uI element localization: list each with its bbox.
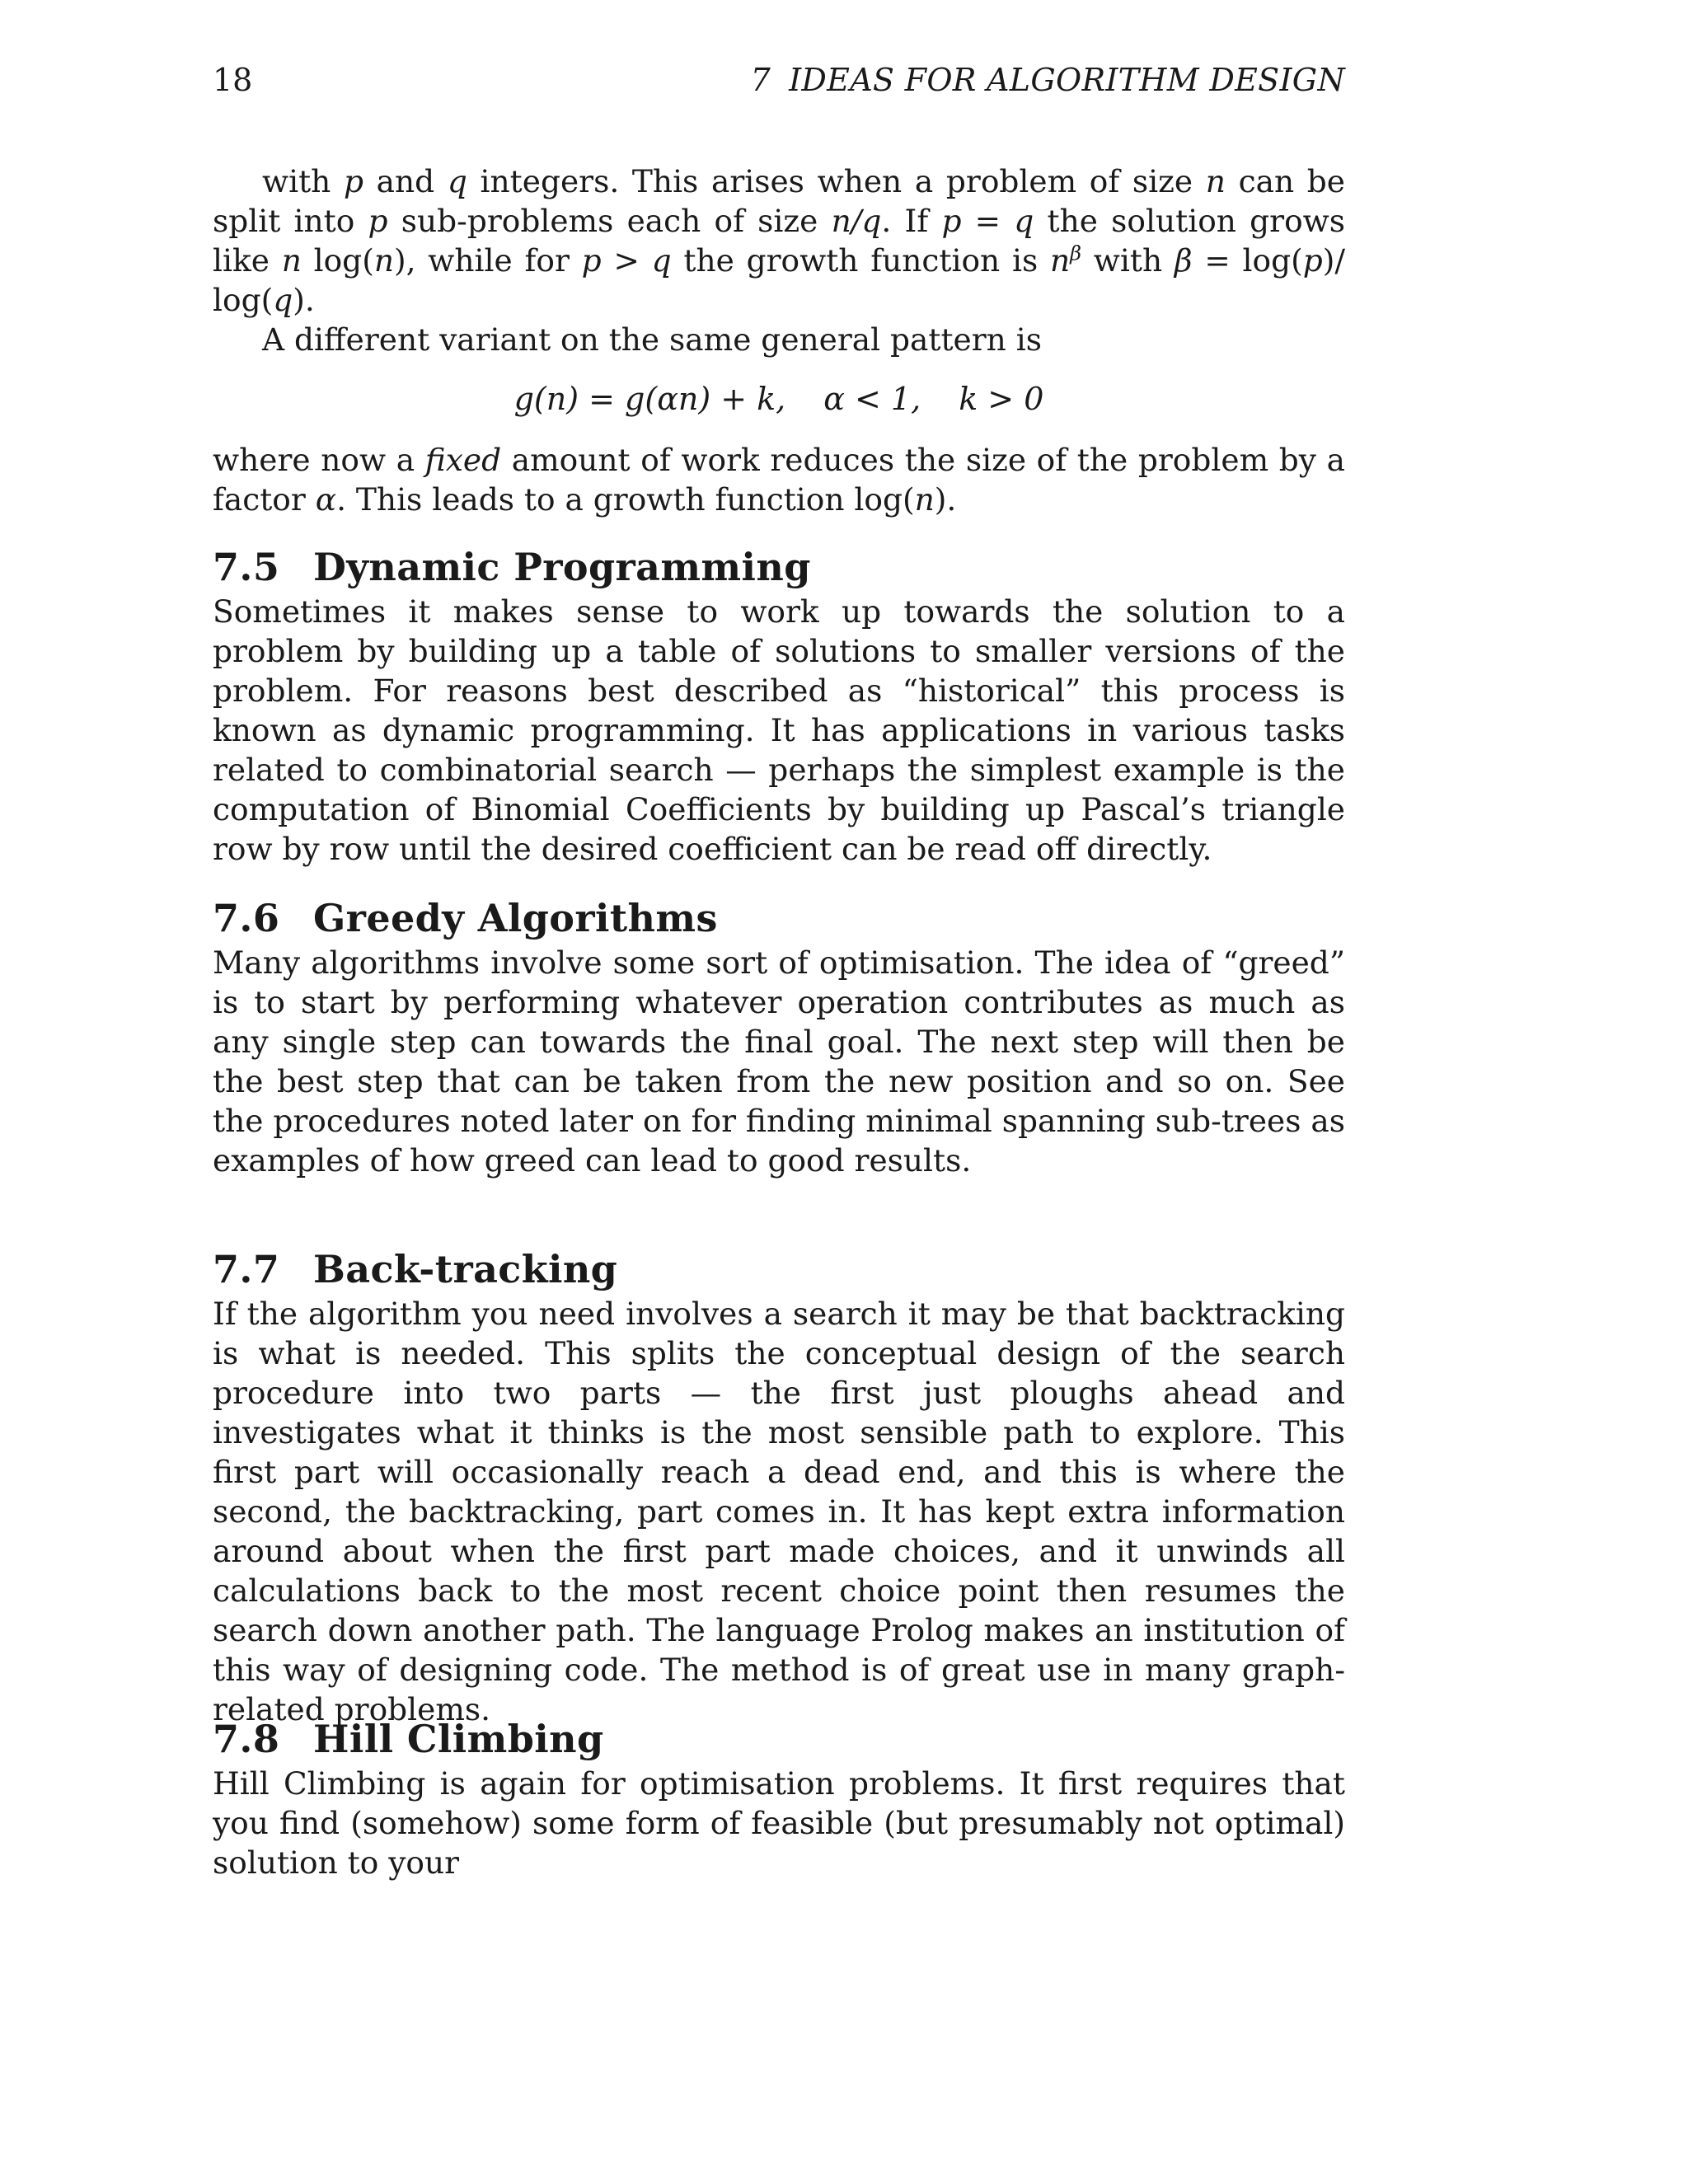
intro-block [213, 162, 1345, 519]
section-body: If the algorithm you need involves a search it may be that backtracking is what is needed. This splits the conceptual design of the search procedure into two parts — the first just ploughs ahead and investigates what it thinks is the most sensible path to explore. This first part will occasionally reach a dead end, and this is where the second, the backtracking, part comes in. It has kept extra information around about when the first part made choices, and it unwinds all calculations back to the most recent choice point then resumes the search down another path. The language Prolog makes an institution of this way of designing code. The method is of great use in many graph-related problems. [213, 1296, 1345, 1727]
chapter-heading [751, 59, 1345, 101]
section-title: Dynamic Programming [313, 545, 811, 589]
section-7-6 [213, 893, 1345, 1180]
intro-paragraph-1: with p and q integers. This arises when a problem of size n can be split into p sub-problems each of size n/q. If p = q the solution grows like n log(n), while for p > q the growth function is $n^\beta$ with β = log(p)/ log(q). [213, 163, 1346, 318]
section-number: 7.5 [213, 545, 280, 589]
section-heading [213, 893, 1345, 943]
section-7-8 [213, 1714, 1345, 1882]
equation-condition-k: k > 0 [959, 381, 1044, 417]
section-title: Hill Climbing [313, 1717, 604, 1761]
section-heading [213, 1714, 1345, 1764]
intro-paragraph-2: A different variant on the same general pattern is [262, 321, 1042, 358]
section-7-7 [213, 1244, 1345, 1729]
section-heading [213, 542, 1345, 592]
page-number: 18 [213, 62, 253, 98]
chapter-number: 7 [750, 62, 771, 98]
running-head [213, 59, 1345, 101]
equation-main: g(n) = g(αn) + k, [513, 381, 786, 417]
section-title: Back-tracking [313, 1247, 618, 1291]
section-7-5 [213, 542, 1345, 869]
section-body: Many algorithms involve some sort of optimisation. The idea of “greed” is to start by performing whatever operation contributes as much as any single step can towards the final goal. The next step will then be the best step that can be taken from the new position and so on. See the procedures noted later on for finding minimal spanning sub-trees as examples of how greed can lead to good results. [213, 944, 1345, 1179]
equation-condition-alpha: α < 1, [823, 381, 921, 417]
section-heading [213, 1244, 1345, 1294]
section-title: Greedy Algorithms [313, 896, 718, 940]
emphasis-fixed: fixed [424, 442, 502, 478]
section-body: Hill Climbing is again for optimisation problems. It first requires that you find (somehow) some form of feasible (but presumably not optimal) solution to your [213, 1765, 1345, 1881]
section-number: 7.8 [213, 1717, 280, 1761]
section-number: 7.7 [213, 1247, 280, 1291]
section-number: 7.6 [213, 896, 280, 940]
section-body: Sometimes it makes sense to work up towards the solution to a problem by building up a table of solutions to smaller versions of the problem. For reasons best described as “historical” this process is known as dynamic programming. It has applications in various tasks related to combinatorial search — perhaps the simplest example is the computation of Binomial Coefficients by building up Pascal’s triangle row by row until the desired coefficient can be read off directly. [213, 593, 1345, 867]
chapter-title: IDEAS FOR ALGORITHM DESIGN [789, 62, 1345, 98]
display-equation [213, 376, 1345, 422]
intro-paragraph-3: where now a fixed amount of work reduces the size of the problem by a factor α. This leads to a growth function log(n). [213, 442, 1345, 518]
